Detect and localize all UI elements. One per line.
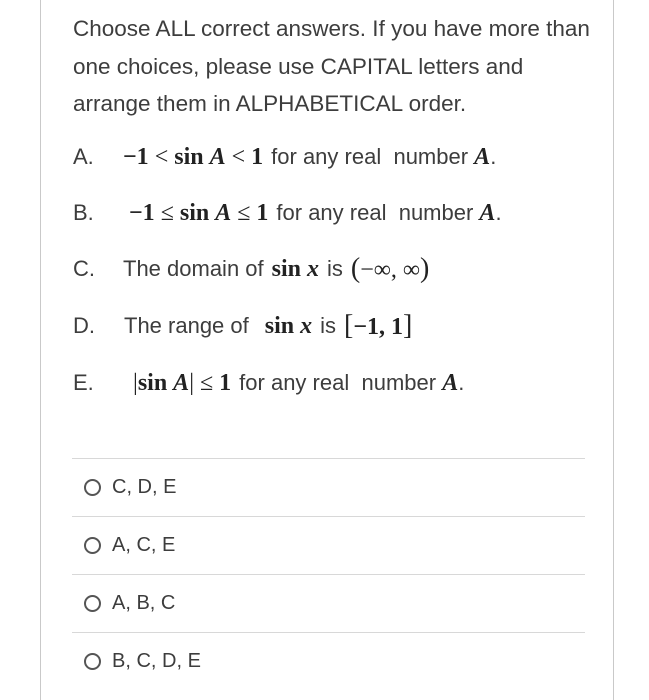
- answer-option-label: A, C, E: [112, 534, 176, 556]
- radio-button-icon[interactable]: [84, 595, 101, 612]
- interval-math: (−∞, ∞): [350, 253, 430, 284]
- statement-text: The range of: [124, 313, 249, 338]
- statement-b: B. −1 ≤ sin A ≤ 1 for any real number A .: [73, 199, 502, 226]
- statement-text: The domain of: [123, 256, 264, 281]
- statement-e: E. |sin A| ≤ 1 for any real number A .: [73, 369, 465, 396]
- answer-option-label: C, D, E: [112, 476, 177, 498]
- statement-c: C. The domain of sin x is (−∞, ∞): [73, 253, 430, 284]
- statement-a: A. −1 < sin A < 1 for any real number A .: [73, 143, 497, 170]
- statement-d: D. The range of sin x is [−1, 1]: [73, 310, 413, 341]
- statement-math: −1 < sin A < 1: [123, 143, 264, 170]
- radio-button-icon[interactable]: [84, 537, 101, 554]
- answer-option-4[interactable]: [72, 632, 585, 690]
- statement-text: for any real: [239, 370, 350, 395]
- answer-option-label: B, C, D, E: [112, 650, 201, 672]
- statement-letter: D.: [73, 313, 95, 338]
- statement-text: for any real: [271, 144, 382, 169]
- interval-math: [−1, 1]: [344, 310, 413, 341]
- statement-math: sin x: [264, 312, 313, 339]
- statement-letter: C.: [73, 256, 95, 281]
- statement-math: −1 ≤ sin A ≤ 1: [129, 199, 269, 226]
- answer-option-1[interactable]: [72, 458, 585, 516]
- statement-math: |sin A| ≤ 1: [133, 369, 232, 396]
- statement-letter: B.: [73, 200, 94, 225]
- answer-option-label: A, B, C: [112, 592, 176, 614]
- statement-letter: E.: [73, 370, 94, 395]
- answer-options: [72, 458, 585, 690]
- answer-option-3[interactable]: [72, 574, 585, 632]
- statement-math: sin x: [271, 255, 319, 282]
- statement-letter: A.: [73, 144, 94, 169]
- statement-text: for any real: [276, 200, 387, 225]
- radio-button-icon[interactable]: [84, 479, 101, 496]
- question-prompt: Choose ALL correct answers. If you have more than one choices, please use CAPITAL letters and arrange them in ALPHABETICAL order.: [73, 16, 590, 116]
- answer-option-2[interactable]: [72, 516, 585, 574]
- radio-button-icon[interactable]: [84, 653, 101, 670]
